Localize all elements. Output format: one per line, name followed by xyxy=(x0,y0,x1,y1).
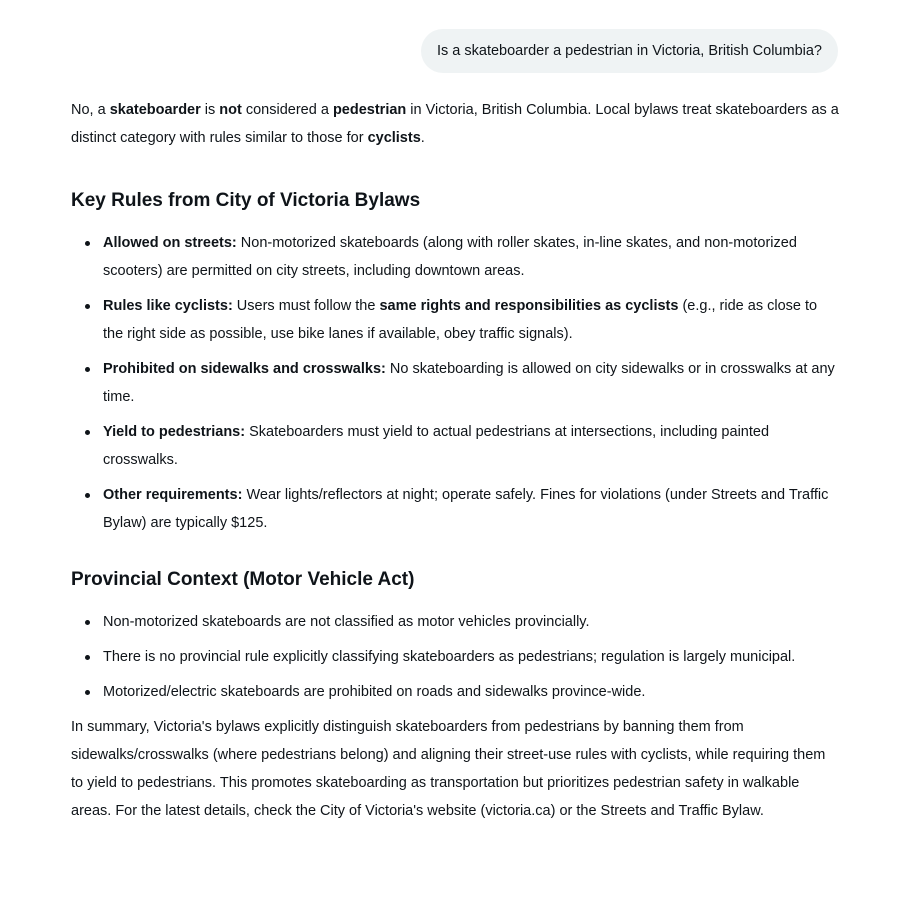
provincial-list xyxy=(71,608,841,706)
answer-intro xyxy=(71,96,841,152)
intro-bold: not xyxy=(219,102,242,118)
user-message-bubble: Is a skateboarder a pedestrian in Victoria, British Columbia? xyxy=(421,29,838,73)
intro-bold: cyclists xyxy=(367,130,421,146)
item-label: Other requirements xyxy=(103,487,238,503)
list-item: Non-motorized skateboards are not classified as motor vehicles provincially. xyxy=(71,608,841,636)
item-text: No skateboarding is allowed on city sidewalks or in crosswalks at any time. xyxy=(103,361,835,405)
intro-text: in Victoria, British Columbia. Local bylaws treat skateboarders as a distinct category with rules similar to those for xyxy=(71,102,839,146)
item-text: Wear lights/reflectors at night; operate safely. Fines for violations (under Streets and Traffic Bylaw) are typically $125. xyxy=(103,487,829,531)
item-colon: : xyxy=(237,487,243,503)
intro-text: . xyxy=(420,130,425,146)
intro-text: No, a xyxy=(71,102,110,118)
item-label: Rules like cyclists xyxy=(103,298,228,314)
item-colon: : xyxy=(381,361,386,377)
intro-text: is xyxy=(200,102,220,118)
list-item: Motorized/electric skateboards are prohibited on roads and sidewalks province-wide. xyxy=(71,678,841,706)
item-text: (e.g., ride as close to the right side as possible, use bike lanes if available, obey traffic signals). xyxy=(103,298,818,342)
section-heading-key-rules: Key Rules from City of Victoria Bylaws xyxy=(71,190,421,211)
intro-text: considered a xyxy=(241,102,333,118)
user-message-row xyxy=(421,29,838,73)
answer-summary: In summary, Victoria's bylaws explicitly distinguish skateboarders from pedestrians by banning them from sidewalks/crosswalks (where pedestrians belong) and aligning their street-use rules with cyclists, while requiring them to yield to pedestrians. This promotes skateboarding as transportation but prioritizes pedestrian safety in walkable areas. For the latest details, check the City of Victoria's website (victoria.ca) or the Streets and Traffic Bylaw. xyxy=(71,719,826,819)
section-heading-provincial: Provincial Context (Motor Vehicle Act) xyxy=(71,569,415,590)
list-item xyxy=(71,292,841,348)
list-item: There is no provincial rule explicitly classifying skateboarders as pedestrians; regulation is largely municipal. xyxy=(71,643,841,671)
item-label: Yield to pedestrians xyxy=(103,424,241,440)
item-text: Skateboarders must yield to actual pedestrians at intersections, including painted crosswalks. xyxy=(103,424,770,468)
item-colon: : xyxy=(240,424,246,440)
assistant-answer xyxy=(71,96,841,825)
list-item xyxy=(71,229,841,285)
item-label: Allowed on streets xyxy=(103,235,232,251)
intro-bold: pedestrian xyxy=(332,102,407,118)
item-label: Prohibited on sidewalks and crosswalks xyxy=(103,361,382,377)
list-item xyxy=(71,418,841,474)
list-item xyxy=(71,481,841,537)
item-text: Users must follow the xyxy=(232,298,380,314)
item-colon: : xyxy=(231,235,237,251)
item-colon: : xyxy=(227,298,233,314)
intro-bold: skateboarder xyxy=(109,102,201,118)
key-rules-list xyxy=(71,229,841,537)
item-bold: same rights and responsibilities as cyclists xyxy=(379,298,679,314)
list-item xyxy=(71,355,841,411)
item-text: Non-motorized skateboards (along with roller skates, in-line skates, and non-motorized scooters) are permitted on city streets, including downtown areas. xyxy=(103,235,797,279)
